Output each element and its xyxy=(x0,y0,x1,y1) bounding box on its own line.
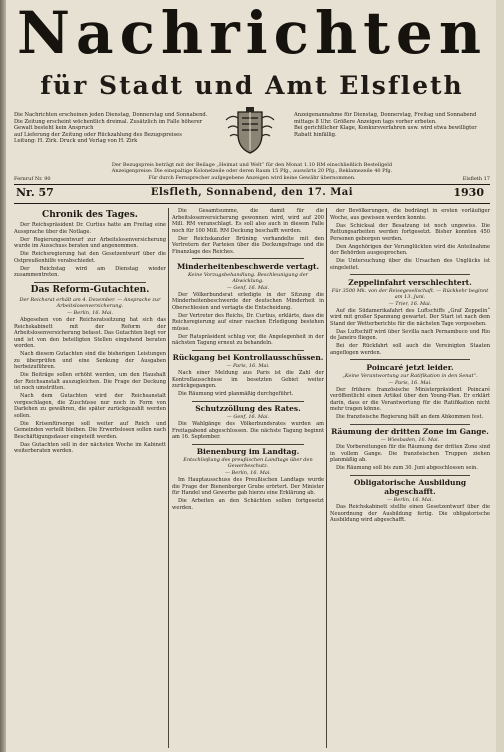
article-heading: Schutzzöllung des Rates. xyxy=(195,404,301,414)
article-heading: Poincaré jetzt leider. xyxy=(366,362,454,372)
info-line: Bei gerichtlicher Klage, Konkursverfahren usw. wird etwa bewilligter xyxy=(294,125,477,131)
article-paragraph: Die Krisenfürsorge soll weiter auf Reich und Gemeinden verteilt bleiben. Die Erwerbslosen sollen nach Beschäftigungsdauer eingeteilt werden. xyxy=(14,420,166,440)
section-divider xyxy=(192,444,304,445)
section-divider xyxy=(192,350,304,351)
article-paragraph: Die Untersuchung über die Ursachen des Unglücks ist eingeleitet. xyxy=(330,258,490,271)
article-dateline: — Genf, 16. Mai. xyxy=(226,414,270,421)
info-line: mittags 8 Uhr. Größere Anzeigen tags vorher erbeten. xyxy=(294,118,437,125)
column-3 xyxy=(330,208,490,752)
article-paragraph: Die französische Regierung hält an dem Abkommen fest. xyxy=(336,414,484,421)
article-dateline: — Berlin, 16. Mai. xyxy=(224,470,272,477)
article-paragraph: Der Ratspräsident schlug vor, die Angelegenheit in der nächsten Tagung erneut zu behandeln. xyxy=(172,333,324,347)
article-paragraph: Bei der Rückfahrt soll auch die Vereinigten Staaten angeflogen werden. xyxy=(330,343,490,356)
article-heading: Das Reform-Gutachten. xyxy=(30,285,150,296)
section-divider xyxy=(350,274,470,275)
section-divider xyxy=(192,401,304,402)
article-paragraph: Das Reichskabinett stellte einen Gesetzentwurf über die Neuordnung der Ausbildung fertig. Die obligatorische Ausbildung wird abgeschafft. xyxy=(330,504,490,524)
article-subheading: Keine Vorzugsbehandlung. Beschleunigung der Abwicklung. xyxy=(187,271,309,284)
notice-line: Für durch Fernsprecher aufgegebene Anzeigen wird keine Gewähr übernommen. xyxy=(148,174,356,181)
article-paragraph: Der Vertreter des Reichs, Dr. Curtius, erklärte, dass die Reichsregierung auf einer raschen Erledigung bestehen müsse. xyxy=(172,312,324,332)
news-item: Der Regierungsentwurf zur Arbeitslosenversicherung wurde im Ausschuss beraten und angenommen. xyxy=(14,236,166,249)
article-heading: Rückgang bei Kontrollausschüssen. xyxy=(172,353,324,363)
article-dateline: — Genf, 16. Mai. xyxy=(226,284,270,291)
article-paragraph: Abgesehen von der Reichsratssitzung hat sich das Reichskabinett mit der Reform der Arbeitslosenversicherung befasst. Das Gutachten liegt vor und ist von den beteiligten Stellen eingehend beraten worden. xyxy=(14,317,166,350)
article-dateline: — Berlin, 16. Mai. xyxy=(386,497,434,504)
article-heading: Bienenburg im Landtag. xyxy=(196,447,300,457)
news-item: Der Reichspräsident Dr. Curtius hatte am Freitag eine Aussprache über die Notlage. xyxy=(14,222,166,235)
article-heading: Obligatorische Ausbildung abgeschafft. xyxy=(353,478,467,497)
news-item: Die Reichsregierung hat den Gesetzentwurf über die Ostpreußenhilfe verabschiedet. xyxy=(14,251,166,264)
article-paragraph: Nach dem Gutachten wird der Reichsanstalt vorgeschlagen, die Zuschüsse nur noch in Form von Darlehen zu gewähren, die später zurückgezahlt werden sollen. xyxy=(14,393,166,419)
article-subheading: Für 3500 Mk. von der Reisegesellschaft. — Rückkehr beginnt am 13. Juni. xyxy=(331,287,489,300)
info-line: auf Lieferung der Zeitung oder Rückzahlung des Bezugspreises xyxy=(14,131,182,138)
article-paragraph: Das Luftschiff wird über Sevilla nach Pernambuco und Rio de Janeiro fliegen. xyxy=(330,328,490,342)
issue-year: 1930 xyxy=(453,186,484,199)
article-paragraph: Im Hauptausschuss des Preußischen Landtags wurde die Frage der Bienenburger Grube erörtert. Der Minister für Handel und Gewerbe gab hierzu eine Erklärung ab. xyxy=(172,477,324,497)
article-paragraph: Der frühere französische Ministerpräsident Poincaré veröffentlicht einen Artikel über den Young-Plan. Er erklärt darin, dass er die Verantwortung für die Ratifikation nicht mehr tragen könne. xyxy=(330,386,490,413)
info-line: Die Nachrichten erscheinen jeden Dienstag, Donnerstag und Sonnabend. xyxy=(14,112,208,118)
coat-of-arms-icon xyxy=(222,106,278,156)
article-paragraph: Nach diesem Gutachten sind die bisherigen Leistungen zu überprüfen und eine Senkung der Ausgaben herbeizuführen. xyxy=(14,351,166,371)
masthead-subtitle: für Stadt und Amt Elsfleth xyxy=(40,71,464,100)
article-paragraph: Die Beiträge sollen erhöht werden, um den Haushalt der Reichsanstalt auszugleichen. Die Frage der Deckung ist noch umstritten. xyxy=(14,372,166,392)
section-divider xyxy=(350,359,470,360)
issue-date: Elsfleth, Sonnabend, den 17. Mai xyxy=(150,187,354,198)
info-line: Die Zeitung erscheint wöchentlich dreimal. Zusätzlich im Falle höherer Gewalt besteht kein Anspruch xyxy=(14,118,203,131)
section-divider xyxy=(34,282,146,283)
location-tag: Elsfleth 17 xyxy=(462,176,490,182)
subscription-notice xyxy=(14,162,490,181)
article-paragraph: Das Gutachten soll in der nächsten Woche im Kabinett weiterberaten werden. xyxy=(14,441,166,455)
article-heading: Räumung der dritten Zone im Gange. xyxy=(331,427,489,437)
article-paragraph: Die Räumung wird planmäßig durchgeführt. xyxy=(178,391,294,398)
article-paragraph: Die Räumung soll bis zum 30. Juni abgeschlossen sein. xyxy=(336,465,478,472)
info-line: Anzeigenannahme für Dienstag, Donnerstag, Freitag und Sonnabend xyxy=(294,112,477,118)
article-dateline: — Trier, 16. Mai. xyxy=(388,300,432,307)
masthead-title: Nachrichten xyxy=(16,0,488,67)
issue-number: Nr. 57 xyxy=(16,186,54,199)
phone-tag: Fernruf Nr. 90 xyxy=(14,176,51,182)
article-paragraph: Auf die Südamerikafahrt des Luftschiffs „Graf Zeppelin“ wird mit großer Spannung gewartet. Der Start ist nach dem Stand der Wetterberichte für die nächsten Tage vorgesehen. xyxy=(330,307,490,327)
article-dateline: — Paris, 16. Mai. xyxy=(226,363,270,370)
column-rule xyxy=(326,208,327,748)
article-subheading: „Keine Verantwortung zur Ratifikation in den Senat“. xyxy=(342,372,478,379)
article-dateline: — Berlin, 16. Mai. xyxy=(66,310,114,317)
article-dateline: — Wiesbaden, 16. Mai. xyxy=(380,437,440,444)
article-paragraph: Der Völkerbundsrat erledigte in der Sitzung die Minderheitenbeschwerde der deutschen Minderheit in Oberschlesien und vertagte die Entscheidung. xyxy=(172,291,324,311)
info-line: Leitung: H. Zirk. Druck und Verlag von H. Zirk xyxy=(14,138,138,144)
advertising-terms xyxy=(294,112,490,138)
article-paragraph: Die Vorbereitungen für die Räumung der dritten Zone sind in vollem Gange. Die französischen Truppen ziehen planmäßig ab. xyxy=(330,444,490,464)
news-item: Der Reichstag wird am Dienstag wieder zusammentreten. xyxy=(14,265,166,278)
article-heading: Zeppelinfahrt verschlechtert. xyxy=(348,277,472,287)
section-divider xyxy=(350,475,470,476)
article-paragraph: Den Angehörigen der Verunglückten wird die Anteilnahme der Behörden ausgesprochen. xyxy=(330,243,490,256)
article-paragraph: Das Schicksal der Besatzung ist noch ungewiss. Die Rettungsarbeiten werden fortgesetzt. Bisher konnten 450 Personen geborgen werden. xyxy=(330,222,490,242)
publication-info xyxy=(14,112,490,156)
column-1 xyxy=(14,208,166,752)
article-paragraph: der Bevölkerungen, die bedrängt in ersten vorläufiger Woche, aus gewissen werden konnte. xyxy=(330,208,490,221)
article-dateline: — Paris, 16. Mai. xyxy=(388,379,432,386)
article-paragraph: Die Arbeiten an den Schächten sollen fortgesetzt werden. xyxy=(172,498,324,511)
newspaper-page xyxy=(6,0,496,752)
masthead xyxy=(14,0,490,112)
article-paragraph: Die Gesamtsumme, die damit für die Arbeitslosenversicherung gewonnen wird, wird auf 200 Mill. RM veranschlagt. Es soll also auch in diesem Falle noch für 100 Mill. RM Deckung beschafft werden. xyxy=(172,208,324,234)
notice-line: Anzeigenpreise: Die einspaltige Kolonelzeile oder deren Raum 15 Pfg., auswärts 20 Pfg., Reklamezeile 40 Pfg. xyxy=(111,168,393,175)
section-divider xyxy=(192,258,304,259)
info-line: Rabatt hinfällig. xyxy=(294,131,337,138)
article-paragraph: Die Wahlgänge des Völkerbundsrates wurden am Freitagabend abgeschlossen. Die nächste Tagung beginnt am 16. September. xyxy=(172,421,324,441)
publication-terms xyxy=(14,112,210,145)
notice-line: Der Bezugspreis beträgt mit der Beilage „Heimat und Welt“ für den Monat 1.10 RM einschließlich Bestellgeld xyxy=(111,162,393,168)
article-subheading: Der Reichsrat erhält am 4. Dezember. — Ansprache zur Arbeitslosenversicherung. xyxy=(19,297,161,310)
section-heading: Chronik des Tages. xyxy=(42,210,138,220)
article-paragraph: Der Reichskanzler Brüning verhandelte mit den Vertretern der Parteien über die Deckungsfrage und die Finanzlage des Reiches. xyxy=(172,235,324,255)
article-heading: Minderheitenbeschwerde vertagt. xyxy=(176,261,320,271)
issue-dateline xyxy=(14,184,490,204)
column-2 xyxy=(172,208,324,752)
article-subheading: Entschließung des preußischen Landtags über den Gewerbeschutz. xyxy=(183,457,313,470)
article-paragraph: Nach einer Meldung aus Paris ist die Zahl der Kontrollausschüsse im besetzten Gebiet weiter zurückgegangen. xyxy=(172,370,324,390)
column-rule xyxy=(168,208,169,748)
section-divider xyxy=(350,424,470,425)
